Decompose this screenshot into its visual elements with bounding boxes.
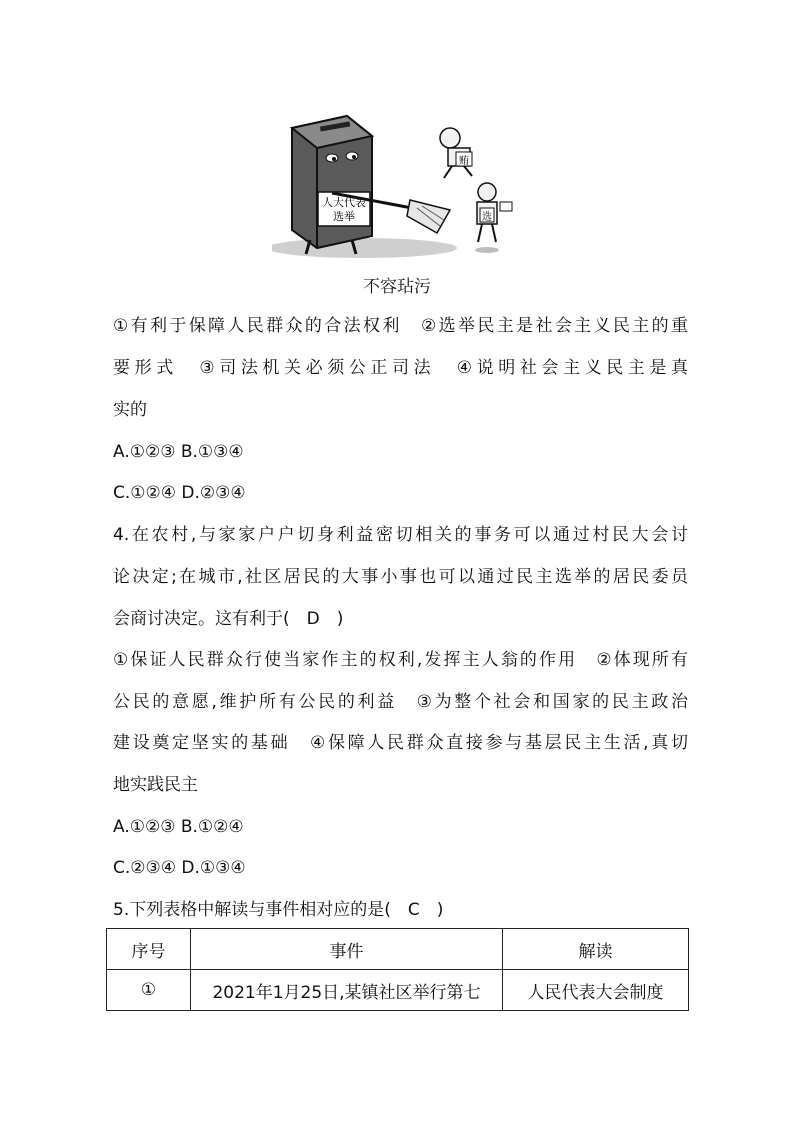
q3-statement-line-2: 要形式 ③司法机关必须公正司法 ④说明社会主义民主是真 xyxy=(113,358,688,378)
table-header-interpretation: 解读 xyxy=(503,929,689,970)
q4-statement-line-1: ①保证人民群众行使当家作主的权利,发挥主人翁的作用 ②体现所有 xyxy=(113,650,688,670)
q4-statement-line-4: 地实践民主 xyxy=(113,775,198,795)
table-cell-interpretation: 人民代表大会制度 xyxy=(503,970,689,1011)
table-row xyxy=(107,970,689,1011)
ground-shadow xyxy=(272,238,457,258)
table-cell-index: ① xyxy=(107,970,191,1011)
illustration-caption: 不容玷污 xyxy=(363,277,431,297)
q4-stem-line-3: 会商讨决定。这有利于( D ) xyxy=(113,609,344,629)
box-label-line2: 选举 xyxy=(333,210,355,223)
q4-options-line-1: A.①②③ B.①②④ xyxy=(113,817,244,837)
q5-table xyxy=(106,928,689,1011)
cartoon-illustration xyxy=(272,108,528,260)
q4-options-line-2: C.②③④ D.①③④ xyxy=(113,858,246,878)
figure1-head xyxy=(440,128,460,148)
q5-stem: 5.下列表格中解读与事件相对应的是( C ) xyxy=(113,900,444,920)
table-header-event: 事件 xyxy=(191,929,503,970)
table-header-index: 序号 xyxy=(107,929,191,970)
q4-stem-line-2: 论决定;在城市,社区居民的大事小事也可以通过民主选举的居民委员 xyxy=(113,567,688,587)
q4-stem-line-1: 4.在农村,与家家户户切身利益密切相关的事务可以通过村民大会讨 xyxy=(113,525,688,545)
figure2-head xyxy=(478,183,496,201)
table-header-row xyxy=(107,929,689,970)
q4-statement-line-3: 建设奠定坚实的基础 ④保障人民群众直接参与基层民主生活,真切 xyxy=(113,733,688,753)
figure1-tag: 贿 xyxy=(459,156,469,167)
q4-statement-line-2: 公民的意愿,维护所有公民的利益 ③为整个社会和国家的民主政治 xyxy=(113,692,688,712)
q3-options-line-1: A.①②③ B.①③④ xyxy=(113,442,244,462)
q3-options-line-2: C.①②④ D.②③④ xyxy=(113,483,246,503)
table-cell-event: 2021年1月25日,某镇社区举行第七 xyxy=(191,970,503,1011)
q3-statement-line-1: ①有利于保障人民群众的合法权利 ②选举民主是社会主义民主的重 xyxy=(113,316,688,336)
box-label-line1: 人大代表 xyxy=(322,196,366,209)
q3-statement-line-3: 实的 xyxy=(113,400,147,420)
figure2-tag: 选 xyxy=(482,212,492,223)
